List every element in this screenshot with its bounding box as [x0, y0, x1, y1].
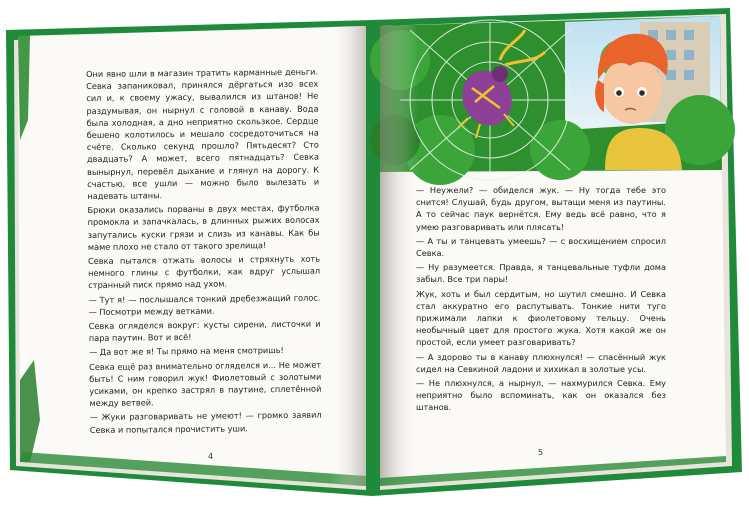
left-page-text	[86, 66, 322, 438]
left-page-number: 4	[208, 452, 214, 461]
right-page-number: 5	[538, 448, 544, 457]
left-paragraph: Брюки оказались порваны в двух местах, футболка промокла и запачкалась, в длинных рыжих волосах запутались куски грязи и слизь из канавы. Как бы маме плохо не стало от такого зрелища!	[87, 202, 320, 252]
left-paragraph: Севка ещё раз внимательно огляделся и... Не может быть! С ним говорил жук! Фиолетовый с золотыми усиками, он крепко застрял в паутине, сплетённой между ветвей.	[89, 359, 322, 409]
right-paragraph: Жук, хоть и был сердитым, но шутил смешно. И Севка стал аккуратно его распутывать. Тонкие нити туго прижимали лапки к фиолетовому тельцу. Очень необычный цвет для простого жука. Хотя какой же он простой, если умеет разговаривать?	[416, 288, 666, 348]
right-paragraph: — Неужели? — обиделся жук. — Ну тогда тебе это снится! Слушай, будь другом, вытащи меня из паутины. А то сейчас паук вернётся. Ему ведь всё равно, что я умею разговаривать или плясать!	[416, 185, 666, 232]
left-paragraph: Севка пытался отжать волосы и стряхнуть хоть немного глины с футболки, как вдруг услышал странный писк прямо над ухом.	[87, 253, 321, 291]
right-page-text	[416, 184, 666, 416]
left-paragraph: — Жуки разговаривать не умеют! — громко заявил Севка и попытался прочистить уши.	[89, 410, 322, 435]
left-paragraph: Севка огляделся вокруг: кусты сирени, листочки и пара паутин. Вот и всё!	[88, 318, 321, 344]
right-paragraph: — Не плюхнулся, а нырнул, — нахмурился Севка. Ему неприятно было вспоминать, как он оказался без штанов.	[416, 378, 666, 413]
left-gutter-shadow	[330, 26, 366, 486]
left-paragraph: Они явно шли в магазин тратить карманные деньги. Севка запаниковал, принялся дёргаться изо всех сил и, к своему ужасу, вывалился из штанов! Не раздумывая, он нырнул с головой в канаву. Вода была холодная, а дно неприятно скользкое. Сердце бешено колотилось и мешало сосредоточиться на счёте. Сколько секунд прошло? Пятьдесят? Сто двадцать? А может, всего пятнадцать? Севка вынырнул, перевёл дыхание и глянул на дорогу. К счастью, все ушли — можно было вылезать и надевать штаны.	[86, 66, 320, 202]
right-paragraph: — Ну разумеется. Правда, я танцевальные туфли дома забыл. Все три пары!	[416, 262, 666, 285]
right-gutter-shadow	[380, 26, 418, 486]
left-paragraph: — Тут я! — послышался тонкий дребезжащий голос. — Посмотри между ветками.	[88, 292, 321, 317]
right-paragraph: — А ты и танцевать умеешь? — с восхищением спросил Севка.	[416, 235, 666, 259]
left-paragraph: — Да вот же я! Ты прямо на меня смотришь!	[88, 345, 284, 358]
right-paragraph: — А здорово ты в канаву плюхнулся! — спасённый жук сидел на Севкиной ладони и хихикал в золотые усы.	[416, 351, 666, 374]
